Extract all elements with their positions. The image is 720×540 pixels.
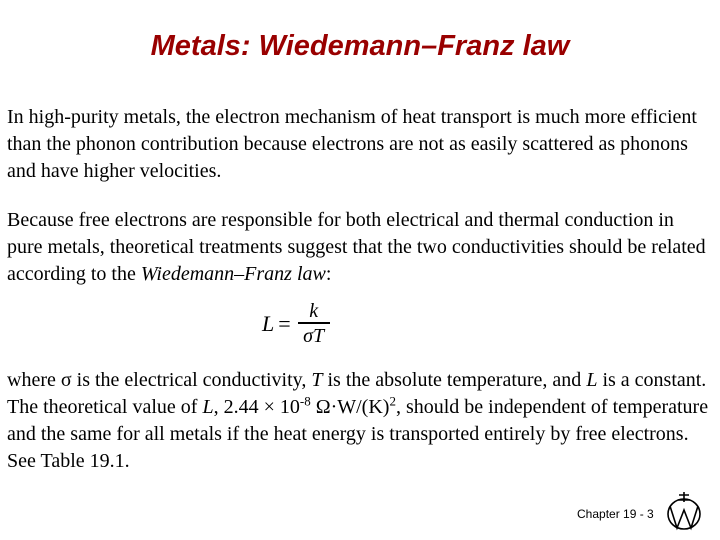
p3-part-e: Ω·W/(K) xyxy=(310,396,390,418)
equation-numerator: k xyxy=(309,300,319,322)
equation-lhs: L xyxy=(262,310,275,336)
paragraph-heat-transport: In high-purity metals, the electron mechanism of heat transport is much more efficient than the phonon contribution because electrons are not as easily scattered as phonons and have higher velocities. xyxy=(7,106,697,182)
p2-text: Because free electrons are responsible for both electrical and thermal conduction in pure metals, theoretical treatments suggest that the two conductivities should be related according to the xyxy=(7,209,706,285)
law-name: Wiedemann–Franz law xyxy=(140,263,326,285)
p3-part-f: , should be independent of temperature and the same for all metals if the heat energy is transported entirely by free electrons. See Table 19.1. xyxy=(7,396,709,472)
p2-colon: : xyxy=(325,263,332,285)
exponent-minus-8: -8 xyxy=(299,393,311,409)
equation-equals: = xyxy=(278,310,291,336)
p3-part-d: , 2.44 × 10 xyxy=(213,396,300,418)
paragraph-wiedemann-franz xyxy=(7,207,713,288)
wiley-logo-icon xyxy=(664,488,704,532)
symbol-L2: L xyxy=(202,396,214,418)
wiedemann-franz-equation xyxy=(262,300,330,348)
p3-part-b: is the absolute temperature, and xyxy=(322,369,587,391)
exponent-2: 2 xyxy=(389,393,396,409)
paragraph-definitions xyxy=(7,367,713,475)
p3-part-c: is a constant. The theoretical value of xyxy=(7,369,707,418)
slide-footer: Chapter 19 - 3 xyxy=(577,507,654,521)
symbol-L: L xyxy=(586,369,598,391)
p3-part-a: where σ is the electrical conductivity, xyxy=(7,369,312,391)
equation-fraction xyxy=(298,300,330,348)
slide-title: Metals: Wiedemann–Franz law xyxy=(150,30,570,62)
symbol-T: T xyxy=(311,369,323,391)
equation-denominator: σT xyxy=(303,324,325,347)
